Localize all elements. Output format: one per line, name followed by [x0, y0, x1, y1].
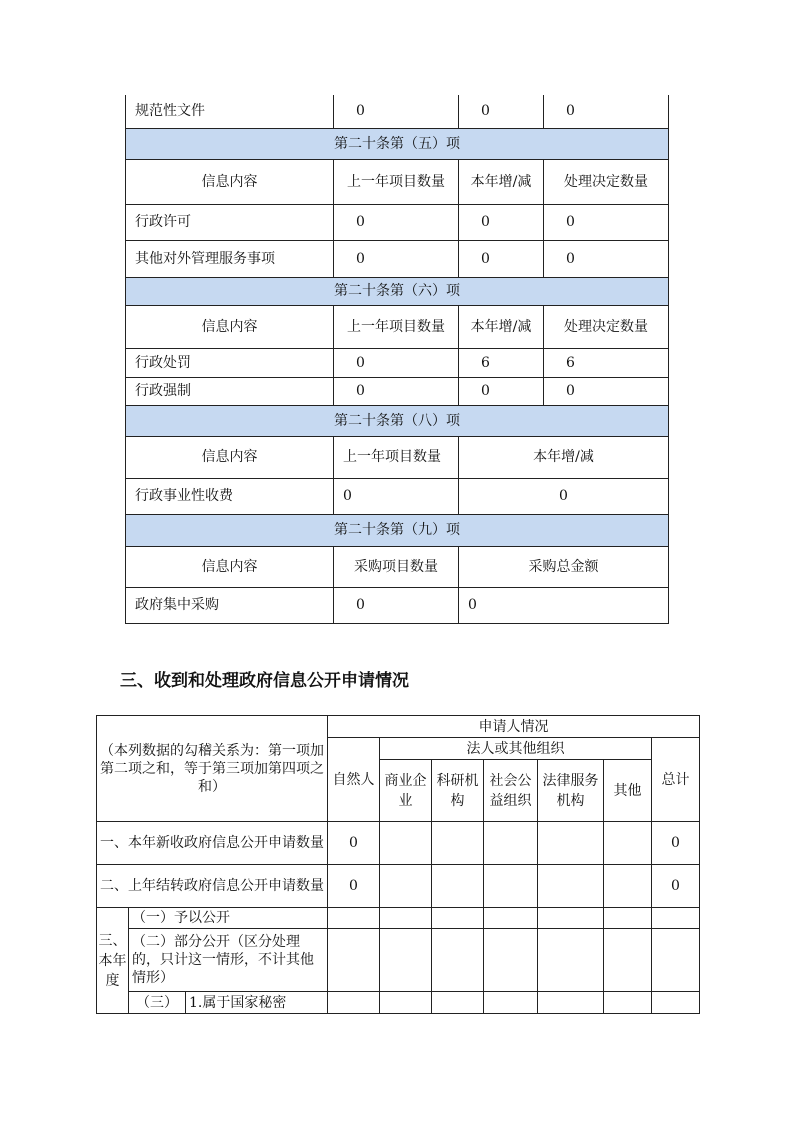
cell-value: 0 [544, 95, 669, 128]
row-label: 二、上年结转政府信息公开申请数量 [97, 865, 328, 908]
section-header-row [126, 128, 669, 159]
table-row [126, 240, 669, 277]
table-row [126, 587, 669, 623]
cell-value [604, 822, 652, 865]
cell-value [604, 908, 652, 929]
cell-value: 6 [459, 348, 544, 377]
row-label: （二）部分公开（区分处理的，只计这一情形，不计其他情形） [129, 929, 328, 992]
cell-value: 0 [334, 587, 459, 623]
natural-person-header: 自然人 [328, 738, 380, 822]
cell-value [380, 865, 432, 908]
cell-value: 6 [544, 348, 669, 377]
row-label: 行政强制 [126, 377, 334, 405]
table-row [126, 348, 669, 377]
table-row [97, 908, 700, 929]
column-header-row [126, 546, 669, 587]
row-label: 1.属于国家秘密 [186, 992, 328, 1014]
cell-value: 0 [652, 865, 700, 908]
cell-value: 0 [652, 822, 700, 865]
row-label: 规范性文件 [126, 95, 334, 128]
section-title: 第二十条第（八）项 [126, 405, 669, 436]
cell-value [484, 929, 538, 992]
column-header-row [126, 305, 669, 348]
cell-value: 0 [459, 587, 669, 623]
section-header-row [126, 405, 669, 436]
cell-value [652, 992, 700, 1014]
section-title: 第二十条第（九）项 [126, 514, 669, 546]
column-header: 本年增/减 [459, 436, 669, 478]
cell-value [538, 865, 604, 908]
cell-value: 0 [334, 377, 459, 405]
cell-value [538, 992, 604, 1014]
legal-group-header: 法人或其他组织 [380, 738, 652, 760]
cell-value: 0 [544, 204, 669, 240]
column-header: 科研机构 [432, 760, 484, 822]
cell-value [604, 992, 652, 1014]
cell-value [484, 992, 538, 1014]
cell-value [380, 822, 432, 865]
cell-value: 0 [544, 377, 669, 405]
cell-value [538, 929, 604, 992]
column-header: 法律服务机构 [538, 760, 604, 822]
cell-value: 0 [328, 822, 380, 865]
table-row [126, 95, 669, 128]
row-label: 行政许可 [126, 204, 334, 240]
table-row [97, 865, 700, 908]
applicant-header: 申请人情况 [328, 716, 700, 738]
table-row [97, 822, 700, 865]
cell-value [484, 822, 538, 865]
cell-value: 0 [328, 865, 380, 908]
cell-value [538, 822, 604, 865]
row-label: （三） [129, 992, 186, 1014]
cell-value [604, 929, 652, 992]
cell-value [652, 929, 700, 992]
column-header: 其他 [604, 760, 652, 822]
column-header: 上一年项目数量 [334, 305, 459, 348]
column-header: 信息内容 [126, 436, 334, 478]
cell-value [328, 908, 380, 929]
cell-value: 0 [459, 204, 544, 240]
column-header: 社会公益组织 [484, 760, 538, 822]
column-header: 处理决定数量 [544, 305, 669, 348]
table-row [126, 377, 669, 405]
cell-value: 0 [459, 377, 544, 405]
cell-value [380, 929, 432, 992]
column-header: 采购总金额 [459, 546, 669, 587]
cell-value: 0 [334, 478, 459, 514]
cell-value: 0 [334, 95, 459, 128]
cell-value: 0 [334, 204, 459, 240]
cell-value [432, 908, 484, 929]
cell-value: 0 [459, 478, 669, 514]
column-header-row [126, 159, 669, 204]
cell-value [328, 992, 380, 1014]
column-header: 商业企业 [380, 760, 432, 822]
section-title: 第二十条第（六）项 [126, 277, 669, 305]
cell-value: 0 [334, 348, 459, 377]
row-label: 行政处罚 [126, 348, 334, 377]
cell-value [380, 992, 432, 1014]
cell-value [328, 929, 380, 992]
total-header: 总计 [652, 738, 700, 822]
row-label: 政府集中采购 [126, 587, 334, 623]
cell-value [538, 908, 604, 929]
column-header: 上一年项目数量 [334, 436, 459, 478]
table-row [126, 204, 669, 240]
note-cell: （本列数据的勾稽关系为：第一项加第二项之和，等于第三项加第四项之和） [97, 716, 328, 822]
cell-value [432, 865, 484, 908]
application-table [96, 715, 700, 1014]
cell-value [652, 908, 700, 929]
cell-value [432, 929, 484, 992]
row-label: 一、本年新收政府信息公开申请数量 [97, 822, 328, 865]
column-header: 信息内容 [126, 159, 334, 204]
column-header-row [126, 436, 669, 478]
row-label: 行政事业性收费 [126, 478, 334, 514]
table-row [97, 929, 700, 992]
section-header-row [126, 277, 669, 305]
section-heading: 三、收到和处理政府信息公开申请情况 [120, 671, 409, 691]
cell-value: 0 [459, 95, 544, 128]
cell-value [432, 822, 484, 865]
column-header: 上一年项目数量 [334, 159, 459, 204]
cell-value [484, 865, 538, 908]
column-header: 信息内容 [126, 546, 334, 587]
cell-value [604, 865, 652, 908]
column-header: 本年增/减 [459, 305, 544, 348]
column-header: 信息内容 [126, 305, 334, 348]
disclosure-table [125, 95, 669, 624]
cell-value [380, 908, 432, 929]
section-header-row [126, 514, 669, 546]
column-header: 本年增/减 [459, 159, 544, 204]
table-row [126, 478, 669, 514]
section-title: 第二十条第（五）项 [126, 128, 669, 159]
table-row [97, 716, 700, 738]
cell-value [484, 908, 538, 929]
cell-value: 0 [459, 240, 544, 277]
cell-value: 0 [544, 240, 669, 277]
row-label: （一）予以公开 [129, 908, 328, 929]
column-header: 采购项目数量 [334, 546, 459, 587]
table-row [97, 992, 700, 1014]
row-label: 其他对外管理服务事项 [126, 240, 334, 277]
row-group-label: 三、本年度 [97, 908, 129, 1014]
cell-value: 0 [334, 240, 459, 277]
column-header: 处理决定数量 [544, 159, 669, 204]
cell-value [432, 992, 484, 1014]
